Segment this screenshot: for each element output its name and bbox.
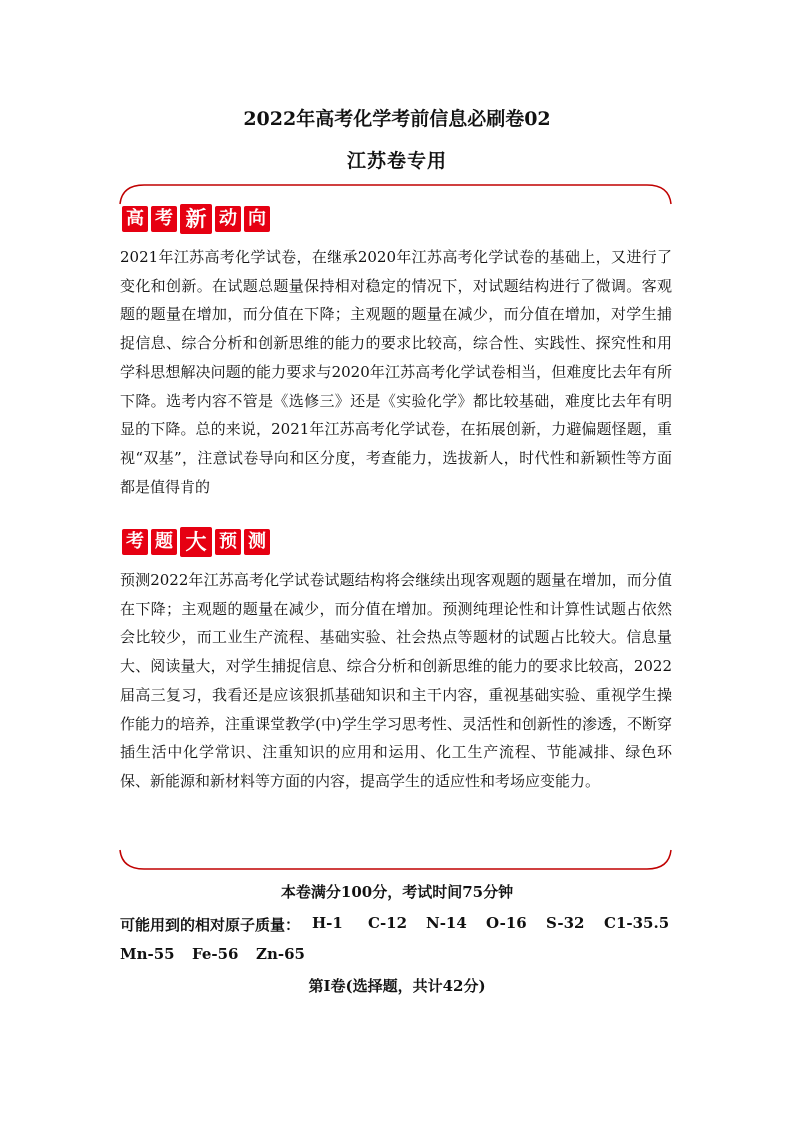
bottom-frame-border bbox=[118, 848, 673, 872]
atomic-mass: Mn-55 bbox=[120, 945, 175, 963]
banner-char: 测 bbox=[244, 529, 270, 555]
section-banner-trends bbox=[122, 206, 273, 234]
trends-paragraph: 2021年江苏高考化学试卷，在继承2020年江苏高考化学试卷的基础上，又进行了变化和创新。在试题总题量保持相对稳定的情况下，对试题结构进行了微调。客观题的题量在增加，而分值在下降；主观题的题量在减少，而分值在增加，对学生捕捉信息、综合分析和创新思维的能力的要求比较高，综合性、实践性、探究性和用学科思想解决问题的能力要求与2020年江苏高考化学试卷相当，但难度比去年有所下降。选考内容不管是《选修三》还是《实验化学》都比较基础，难度比去年有明显的下降。总的来说，2021年江苏高考化学试卷，在拓展创新，力避偏题怪题，重视“双基”，注意试卷导向和区分度，考查能力，选拔新人，时代性和新颖性等方面都是值得肯的 bbox=[120, 248, 672, 496]
banner-char: 高 bbox=[122, 206, 148, 232]
atomic-mass: C-12 bbox=[368, 914, 408, 932]
atomic-mass: Fe-56 bbox=[192, 945, 239, 963]
exam-info: 本卷满分100分，考试时间75分钟 bbox=[280, 883, 514, 901]
part1-heading: 第I卷(选择题，共计42分) bbox=[308, 977, 486, 995]
document-title: 2022年高考化学考前信息必刷卷02 bbox=[243, 108, 551, 130]
banner-char: 大 bbox=[180, 527, 212, 557]
masses-label: 可能用到的相对原子质量： bbox=[120, 916, 301, 934]
banner-char: 向 bbox=[244, 206, 270, 232]
banner-char: 新 bbox=[180, 204, 212, 234]
atomic-mass: C1-35.5 bbox=[604, 914, 670, 932]
banner-char: 动 bbox=[215, 206, 241, 232]
banner-char: 考 bbox=[122, 529, 148, 555]
document-subtitle: 江苏卷专用 bbox=[346, 150, 447, 172]
atomic-mass: S-32 bbox=[546, 914, 585, 932]
section-banner-prediction bbox=[122, 529, 273, 557]
prediction-paragraph: 预测2022年江苏高考化学试卷试题结构将会继续出现客观题的题量在增加，而分值在下降；主观题的题量在减少，而分值在增加。预测纯理论性和计算性试题占依然会比较少，而工业生产流程、基础实验、社会热点等题材的试题占比较大。信息量大、阅读量大，对学生捕捉信息、综合分析和创新思维的能力的要求比较高，2022届高三复习，我看还是应该狠抓基础知识和主干内容，重视基础实验、重视学生操作能力的培养，注重课堂教学(中)学生学习思考性、灵活性和创新性的渗透，不断穿插生活中化学常识、注重知识的应用和运用、化工生产流程、节能减排、绿色环保、新能源和新材料等方面的内容，提高学生的适应性和考场应变能力。 bbox=[120, 571, 672, 790]
banner-char: 考 bbox=[151, 206, 177, 232]
top-frame-border bbox=[118, 182, 673, 206]
banner-char: 题 bbox=[151, 529, 177, 555]
atomic-mass: H-1 bbox=[312, 914, 343, 932]
atomic-mass: N-14 bbox=[426, 914, 467, 932]
atomic-mass: Zn-65 bbox=[256, 945, 305, 963]
atomic-mass: O-16 bbox=[486, 914, 527, 932]
banner-char: 预 bbox=[215, 529, 241, 555]
